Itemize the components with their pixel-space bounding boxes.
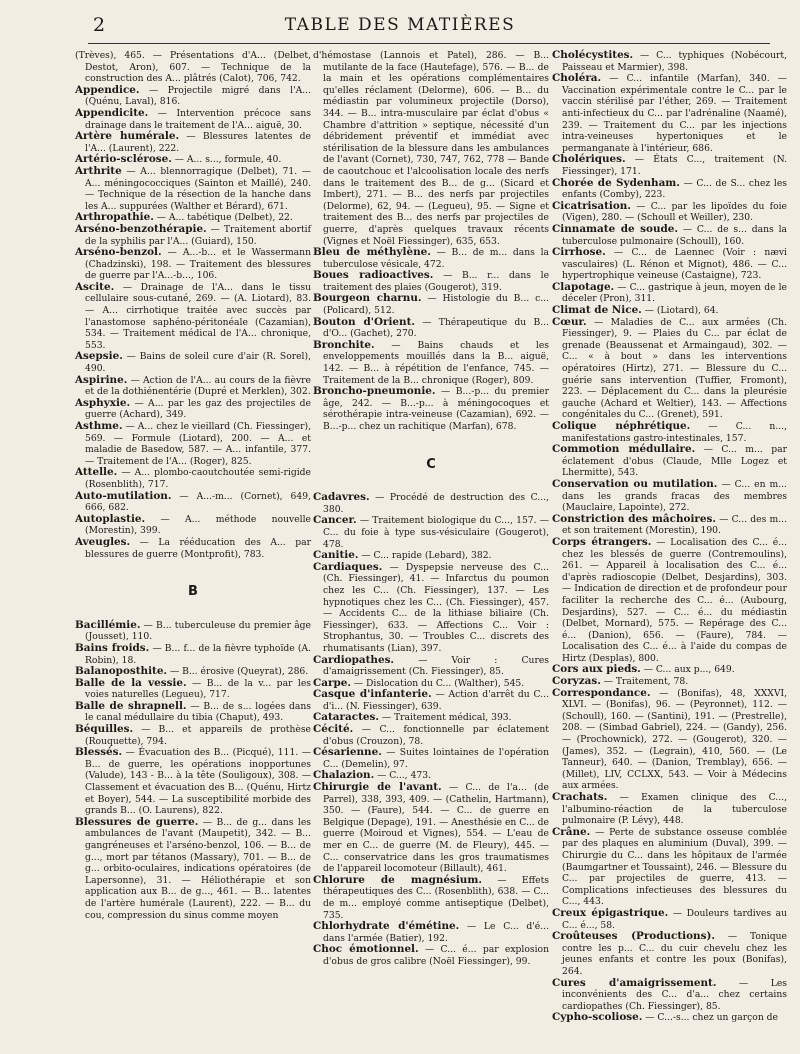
index-entry	[75, 131, 311, 154]
index-entry	[552, 73, 787, 154]
index-entry	[313, 492, 549, 515]
entry-text: — Examen clinique des C..., l'albumino-réaction de la tuberculose pulmonaire (P. Lévy), 448.	[562, 792, 787, 827]
entry-headword: Aspirine.	[75, 373, 128, 386]
entry-headword: Chirurgie de l'avant.	[313, 781, 442, 794]
index-entry	[313, 317, 549, 340]
index-entry	[75, 247, 311, 282]
entry-headword: Attelle.	[75, 466, 118, 479]
column-1	[75, 50, 311, 921]
index-entry	[552, 282, 787, 305]
index-entry	[552, 50, 787, 73]
entry-headword: Cicatrisation.	[552, 199, 631, 212]
entry-headword: Climat de Nice.	[552, 304, 642, 317]
entry-headword: Chalazion.	[313, 769, 375, 782]
entry-headword: Cinnamate de soude.	[552, 222, 679, 235]
entry-headword: Balle de shrapnell.	[75, 699, 187, 712]
entry-text: — C... typhiques (Nobécourt, Paisseau et Marmier), 398.	[562, 50, 787, 73]
entry-headword: Chlorure de magnésium.	[313, 873, 482, 886]
entry-text: — Tonique contre les p... C... du cuir chevelu chez les jeunes enfants et contre les poux (Bonifas), 264.	[562, 931, 787, 977]
index-entry	[552, 1012, 787, 1024]
index-entry	[313, 944, 549, 967]
entry-text: — C... de S... chez les enfants (Comby), 223.	[562, 177, 788, 201]
section-letter: C	[426, 456, 436, 472]
index-entry	[552, 514, 787, 537]
index-entry	[75, 678, 311, 701]
entry-text: — Thérapeutique du B... d'O... (Gachet), 270.	[323, 316, 549, 340]
index-entry	[552, 792, 787, 827]
entry-headword: Arthropathie.	[75, 211, 154, 224]
entry-headword: Asphyxie.	[75, 396, 131, 409]
entry-headword: Correspondance.	[552, 686, 651, 699]
index-entry	[75, 701, 311, 724]
running-title: TABLE DES MATIÈRES	[284, 15, 516, 35]
entry-headword: Cholériques.	[552, 153, 626, 166]
entry-headword: Chlorhydrate d'émétine.	[313, 920, 460, 933]
entry-headword: Bleu de méthylène.	[313, 246, 431, 259]
entry-headword: Artère humérale.	[75, 130, 180, 143]
index-entry	[75, 375, 311, 398]
entry-text: — B... de g... dans les ambulances de l'avant (Maupetit), 342. — B... gangréneuses et l'arséno-benzol, 106. — B... de g..., mort par tétanos (Massary), 701. — B... de g... orbito-oculaires, indications opératoires (de Lapersonne), 31. — Héliothérapie et son application aux B... de g..., 461. — B... latentes de l'artère humérale (Laurent), 222. — B... du cou, compression du sinus comme moyen	[85, 816, 312, 921]
entry-headword: Ascite.	[75, 280, 115, 293]
entry-text: — Dyspepsie nerveuse des C... (Ch. Fiessinger), 41. — Infarctus du poumon chez les C... (Ch. Fiessinger), 137. — Les hypnotiques chez les C... (Ch. Fiessinger), 457. — Accidents C... de la lithiase biliaire (Ch. Fiessinger), 633. — Affections C... Voir : Strophantus, 30. — Troubles C... discrets des rhumatisants (Lian), 397.	[323, 561, 549, 654]
entry-headword: Blessés.	[75, 746, 123, 759]
entry-text: — B... r... dans le traitement des plaies (Gougerot), 319.	[323, 270, 550, 293]
index-entry	[313, 386, 549, 432]
index-entry	[313, 724, 549, 747]
index-entry	[552, 688, 787, 792]
index-entry	[313, 562, 549, 655]
entry-text: — Blessures latentes de l'A... (Laurent), 222.	[85, 131, 311, 154]
index-entry	[552, 421, 787, 444]
index-entry	[552, 305, 787, 317]
entry-text: — C... rapide (Lebard), 382.	[358, 550, 492, 562]
entry-headword: Choc émotionnel.	[313, 943, 419, 956]
entry-text: — (Liotard), 64.	[641, 305, 719, 317]
entry-text: (Trèves), 465. — Présentations d'A... (Delbet, Destot, Aron), 607. — Technique de la construction des A... plâtrés (Calot), 706, 742.	[75, 50, 311, 85]
entry-text: — C..., 473.	[374, 770, 431, 782]
index-entry	[75, 224, 311, 247]
entry-text: — Bains chauds et les enveloppements mouillés dans la B... aiguë, 142. — B... à répétition de l'enfance, 745. — Traitement de la B... chronique (Roger), 809.	[323, 339, 549, 386]
index-entry	[552, 201, 787, 224]
entry-text: — Perte de substance osseuse comblée par des plaques en aluminium (Duval), 399. — Chirurgie du C... dans les hôpitaux de l'armée (Baumgartner et Toussaint), 246. — Blessure du C... par projectiles de guerre, 413. — Complications infectieuses des blessures du C..., 443.	[562, 826, 787, 908]
entry-text: d'hémostase (Lannois et Patel), 286. — B... mutilante de la face (Hautefage), 576. — B... de la main et les opérations complémentaires qu'elles réclament (Delorme), 606. — B... du médiastin par volumineux projectile (Dorso), 344. — B... intra-musculaire par éclat d'obus « Chambre d'attrition » septique, nécessité d'un débridement préventif et immédiat avec stérilisation de la blessure dans les ambulances de l'avant (Cornet), 730, 747, 762, 778 — Bande de caoutchouc et l'alcoolisation locale des nerfs dans le traitement des B... de g... (Sicard et Imbert), 271. — B... des nerfs par projectiles (Delorme), 62, 94. — (Legueu), 95. — Signe et traitement des B... des nerfs par projectiles de guerre, d'après quelques travaux récents (Vignes et Noël Fiessinger), 635, 653.	[313, 50, 549, 247]
entry-text: — La rééducation des A... par blessures de guerre (Montprofit), 783.	[85, 536, 311, 560]
entry-headword: Appendice.	[75, 83, 140, 96]
index-entry	[552, 537, 787, 665]
entry-text: — B... de s... logées dans le canal médullaire du tibia (Chaput), 493.	[85, 700, 311, 724]
entry-text: — B... et appareils de prothèse (Rouquette), 794.	[85, 724, 311, 747]
index-entry	[75, 747, 311, 817]
index-entry	[552, 978, 787, 1013]
entry-text: — A... blennorragique (Delbet), 71. — A... méningococciques (Sainton et Maillé), 240. — Technique de la résection de la hanche dans les A... suppurées (Walther et Bérard), 671.	[85, 165, 311, 212]
entry-headword: Bacillémie.	[75, 618, 141, 631]
entry-headword: Clapotage.	[552, 280, 615, 293]
entry-headword: Cors aux pieds.	[552, 663, 641, 676]
index-entry	[552, 224, 787, 247]
entry-headword: Cholécystites.	[552, 49, 634, 61]
entry-headword: Cardiopathes.	[313, 653, 395, 666]
index-entry	[75, 351, 311, 374]
entry-text: — C... gastrique à jeun, moyen de le déceler (Pron), 311.	[562, 281, 787, 305]
entry-text: — A...-b... et le Wassermann (Chadzinski), 198. — Traitement des blessures de guerre par l'A...-b..., 106.	[85, 247, 311, 282]
entry-text: — Douleurs tardives au C... é..., 58.	[562, 907, 787, 931]
entry-headword: Corps étrangers.	[552, 535, 652, 548]
index-entry	[75, 724, 311, 747]
index-entry	[75, 514, 311, 537]
entry-headword: Auto-mutilation.	[75, 489, 172, 502]
entry-text: — C... en m... dans les grands fracas des membres (Mauclaire, Lapointe), 272.	[562, 478, 787, 514]
index-entry	[552, 247, 787, 282]
entry-text: — A... tabétique (Delbet), 22.	[153, 212, 293, 224]
index-entry	[313, 747, 549, 770]
entry-headword: Cécité.	[313, 723, 354, 736]
entry-text: — C...-s... chez un garçon de	[642, 1012, 778, 1024]
entry-text: — A... par les gaz des projectiles de guerre (Achard), 349.	[85, 397, 311, 421]
entry-headword: Blessures de guerre.	[75, 815, 199, 828]
entry-headword: Béquilles.	[75, 723, 134, 736]
entry-text: — États C..., traitement (N. Fiessinger), 171.	[562, 154, 787, 177]
entry-headword: Arthrite	[75, 164, 122, 177]
entry-text: — Le C... d'é... dans l'armée (Batier), 192.	[323, 921, 549, 944]
entry-text: — Histologie du B... c... (Policard), 512.	[323, 293, 549, 317]
entry-text: — Traitement biologique du C..., 157. — C... du foie à type sus-vésiculaire (Gougerot), 478.	[323, 515, 549, 550]
index-entry	[313, 340, 549, 386]
index-entry	[75, 421, 311, 467]
entry-text: — Évacuation des B... (Picqué), 111. — B... de guerre, les opérations inopportunes (Valude), 143 - B... à la tête (Souligoux), 308. — Classement et évacuation des B... (Quénu, Hirtz et Boyer), 544. — La susceptibilité morbide des grands B... (O. Laurens), 822.	[85, 747, 311, 817]
entry-headword: Constriction des mâchoires.	[552, 512, 716, 525]
entry-headword: Broncho-pneumonie.	[313, 385, 436, 398]
index-entry	[552, 317, 787, 421]
entry-text: — A... plombo-caoutchoutée semi-rigide (Rosenblith), 717.	[85, 467, 311, 490]
entry-headword: Cancer.	[313, 514, 357, 527]
index-entry	[75, 166, 311, 212]
entry-text: — Voir : Cures d'amaigrissement (Ch. Fiessinger), 85.	[323, 654, 549, 678]
index-entry	[552, 154, 787, 177]
entry-text: — B... f... de la fièvre typhoïde (A. Robin), 18.	[85, 642, 311, 666]
index-entry	[313, 921, 549, 944]
entry-headword: Appendicite.	[75, 106, 149, 119]
entry-headword: Commotion médullaire.	[552, 443, 696, 456]
entry-text: — B... de la v... par les voies naturelles (Legueu), 717.	[85, 677, 311, 701]
entry-headword: Colique néphrétique.	[552, 420, 691, 432]
index-entry	[313, 270, 549, 293]
entry-headword: Césarienne.	[313, 746, 382, 759]
entry-headword: Cures d'amaigrissement.	[552, 976, 717, 989]
column-3	[552, 50, 787, 1024]
index-entry	[313, 50, 549, 247]
entry-headword: Bourgeon charnu.	[313, 292, 422, 305]
entry-text: — Procédé de destruction des C..., 380.	[323, 492, 549, 515]
entry-text: — A... s..., formule, 40.	[171, 154, 282, 166]
entry-text: — A...-m... (Cornet), 649, 666, 682.	[85, 490, 311, 514]
index-entry	[552, 827, 787, 908]
entry-text: — Suites lointaines de l'opération C... (Demelin), 97.	[323, 747, 549, 770]
entry-text: — Maladies de C... aux armées (Ch. Fiessinger), 9. — Plaies du C... par éclat de grenade (Beaussenat et Armaingaud), 302. — C... « à bout » dans les interventions opératoires (Hirtz), 271. — Blessure du C... guérie sans intervention (Tuffier, Fromont), 223. — Déplacement du C... dans la pleurésie gauche (Achard et Weltier), 143. — Affections congénitales du C... (Grenet), 591.	[562, 316, 787, 421]
entry-text: — A... méthode nouvelle (Morestin), 399.	[85, 513, 311, 537]
entry-headword: Crâne.	[552, 825, 591, 838]
column-2	[313, 50, 549, 968]
entry-headword: Asthme.	[75, 420, 123, 432]
entry-text: — Traitement médical, 393.	[378, 712, 512, 724]
entry-headword: Canitie.	[313, 549, 359, 562]
entry-text: — C... aux p..., 649.	[640, 664, 735, 676]
index-entry	[313, 515, 549, 550]
entry-headword: Creux épigastrique.	[552, 906, 669, 919]
entry-headword: Aveugles.	[75, 535, 131, 548]
entry-text: — (Bonifas), 48, XXXVI, XLVI. — (Bonifas), 96. — (Peyronnet), 112. — (Schoull), 160. — (Santini), 191. — (Prestrelle), 208. — (Simbad Gabriel), 224. — (Gandy), 256. — (Prochownick), 272. — (Gougerot), 320. — (James), 352. — (Legrain), 410, 560. — (Le Tanneur), 640. — (Danion, Tremblay), 656. — (Millet), LIV, CCLXX, 543. — Voir à Médecins aux armées.	[562, 687, 787, 792]
entry-text: — C... m... par éclatement d'obus (Claude, Mlle Logez et Lhermitte), 543.	[562, 444, 788, 479]
index-entry	[75, 108, 311, 131]
entry-text: — Action d'arrêt du C... d'i... (N. Fiessinger), 639.	[323, 689, 549, 712]
entry-text: — Les inconvénients des C... d'a... chez certains cardiopathes (Ch. Fiessinger), 85.	[562, 977, 787, 1012]
index-entry	[75, 85, 311, 108]
entry-headword: Bouton d'Orient.	[313, 315, 416, 328]
entry-text: — B... érosive (Queyrat), 286.	[167, 666, 309, 678]
entry-text: — C... infantile (Marfan), 340. — Vaccination expérimentale contre le C... par le vaccin stérilisé par l'éther, 269. — Traitement anti-infectieux du C... par l'adrénaline (Naamé), 239. — Traitement du C... par les injections intra-veineuses hypertoniques et le permanganate à l'intérieur, 686.	[562, 73, 787, 154]
entry-headword: Cœur.	[552, 315, 587, 328]
entry-text: — B...-p... du premier âge, 242. — B...-p... à méningocoques et sérothérapie intra-veineuse (Cazamian), 692. — B...-p... chez un rachitique (Marfan), 678.	[323, 386, 549, 432]
entry-headword: Asepsie.	[75, 350, 123, 363]
entry-text: — Dislocation du C... (Walther), 545.	[350, 677, 525, 689]
index-entry	[313, 782, 549, 875]
index-entry	[552, 931, 787, 977]
entry-headword: Cardiaques.	[313, 560, 383, 573]
entry-text: — C... é... par explosion d'obus de gros calibre (Noël Fiessinger), 99.	[323, 944, 549, 967]
index-entry	[552, 444, 787, 479]
entry-headword: Arséno-benzothérapie.	[75, 222, 207, 235]
entry-text: — A... chez le vieillard (Ch. Fiessinger), 569. — Formule (Liotard), 200. — A... et maladie de Basedow, 587. — A... infantile, 377. — Traitement de l'A... (Roger), 825.	[85, 421, 311, 467]
entry-text: — Intervention précoce sans drainage dans le traitement de l'A... aiguë, 30.	[85, 107, 311, 131]
entry-text: — Drainage de l'A... dans le tissu cellulaire sous-cutané, 269. — (A. Liotard), 83. — A... cirrhotique traitée avec succès par l'anastomose saphéno-péritonéale (Cazamian), 534. — Traitement médical de l'A... chronique, 553.	[85, 281, 311, 351]
entry-headword: Cataractes.	[313, 711, 379, 724]
entry-text: — C... fonctionnelle par éclatement d'obus (Crouzon), 78.	[323, 724, 549, 747]
index-entry	[552, 178, 787, 201]
entry-headword: Arséno-benzol.	[75, 246, 162, 259]
index-entry	[313, 247, 549, 270]
section-letter: B	[188, 584, 198, 600]
entry-headword: Artério-sclérose.	[75, 153, 172, 166]
index-entry	[313, 689, 549, 712]
entry-text: — B... tuberculeuse du premier âge (Jousset), 110.	[85, 619, 311, 643]
entry-headword: Balanoposthite.	[75, 665, 168, 678]
index-entry	[75, 537, 311, 560]
entry-headword: Cypho-scoliose.	[552, 1011, 643, 1024]
index-entry	[75, 467, 311, 490]
entry-text: — Traitement abortif de la syphilis par l'A... (Guiard), 150.	[85, 223, 311, 247]
entry-text: — Bains de soleil cure d'air (R. Sorel), 490.	[85, 351, 311, 375]
entry-text: — C... de l'a... (de Parrel), 338, 393, 409. — (Cathelin, Hartmann), 350. — (Faure), 544. — C... de guerre en Belgique (Depage), 191. — Anesthésie en C... de guerre (Moiroud et Vignes), 554. — L'eau de mer en C... de guerre (M. de Fleury), 445. — C... conservatrice dans les gros traumatismes de l'appareil locomoteur (Billault), 461.	[323, 782, 549, 875]
entry-text: — Action de l'A... au cours de la fièvre et de la dothiénentérie (Dupré et Merklen), 302.	[85, 374, 311, 398]
entry-text: — Localisation des C... é... chez les blessés de guerre (Contremoulins), 261. — Appareil à localisation des C... é... d'après radioscopie (Delbet, Desjardins), 303. — Indication de direction et de profondeur pour faciliter la recherche des C... é... (Aubourg, Desjardins), 527. — C... é... du médiastin (Delbet, Mornard), 575. — Repérage des C... é... (Danion), 656. — (Faure), 784. — Localisation des C... é... à l'aide du compas de Hirtz (Desplas), 800.	[562, 536, 788, 664]
index-entry	[75, 620, 311, 643]
entry-headword: Bronchite.	[313, 338, 375, 351]
entry-headword: Cadavres.	[313, 491, 370, 504]
entry-headword: Conservation ou mutilation.	[552, 477, 718, 490]
entry-text: — Effets thérapeutiques des C... (Rosenblith), 638. — C... de m... employé comme antiseptique (Delbet), 735.	[323, 874, 549, 921]
entry-text: — C... des m... et son traitement (Morestin), 190.	[562, 513, 788, 537]
header-rule	[88, 43, 770, 44]
index-entry	[75, 491, 311, 514]
entry-text: — C... par les lipoïdes du foie (Vigen), 280. — (Schoull et Weiller), 230.	[562, 200, 787, 224]
index-entry	[552, 908, 787, 931]
page-number: 2	[93, 14, 106, 36]
entry-headword: Crachats.	[552, 791, 608, 803]
entry-headword: Balle de la vessie.	[75, 676, 187, 689]
index-entry	[75, 282, 311, 352]
entry-text: — C... de s... dans la tuberculose pulmonaire (Schoull), 160.	[562, 223, 788, 247]
entry-text: — C... n..., manifestations gastro-intestinales, 157.	[562, 421, 788, 444]
entry-text: — B... de m... dans la tuberculose vésicale, 472.	[323, 247, 550, 270]
entry-headword: Coryzas.	[552, 675, 601, 688]
entry-headword: Croûteuses (Productions).	[552, 930, 715, 943]
index-entry	[75, 643, 311, 666]
index-entry	[313, 293, 549, 316]
index-entry	[75, 50, 311, 85]
entry-headword: Cirrhose.	[552, 246, 606, 259]
index-entry	[313, 875, 549, 921]
entry-headword: Casque d'infanterie.	[313, 688, 432, 701]
entry-headword: Bains froids.	[75, 641, 150, 654]
entry-headword: Choléra.	[552, 72, 602, 85]
entry-text: — Traitement, 78.	[600, 676, 689, 688]
index-entry	[75, 817, 311, 921]
index-entry	[75, 398, 311, 421]
entry-headword: Autoplastie.	[75, 512, 146, 525]
entry-headword: Boues radioactives.	[313, 269, 434, 282]
entry-headword: Carpe.	[313, 676, 351, 689]
entry-text: — Projectile migré dans l'A... (Quénu, Laval), 816.	[85, 84, 311, 108]
index-entry	[313, 655, 549, 678]
index-entry	[552, 479, 787, 514]
entry-headword: Chorée de Sydenham.	[552, 176, 680, 189]
entry-text: — C... de Laennec (Voir : nævi vasculaires) (L. Rénon et Mignot), 486. — C... hypertrophique veineuse (Castaigne), 723.	[562, 247, 787, 282]
